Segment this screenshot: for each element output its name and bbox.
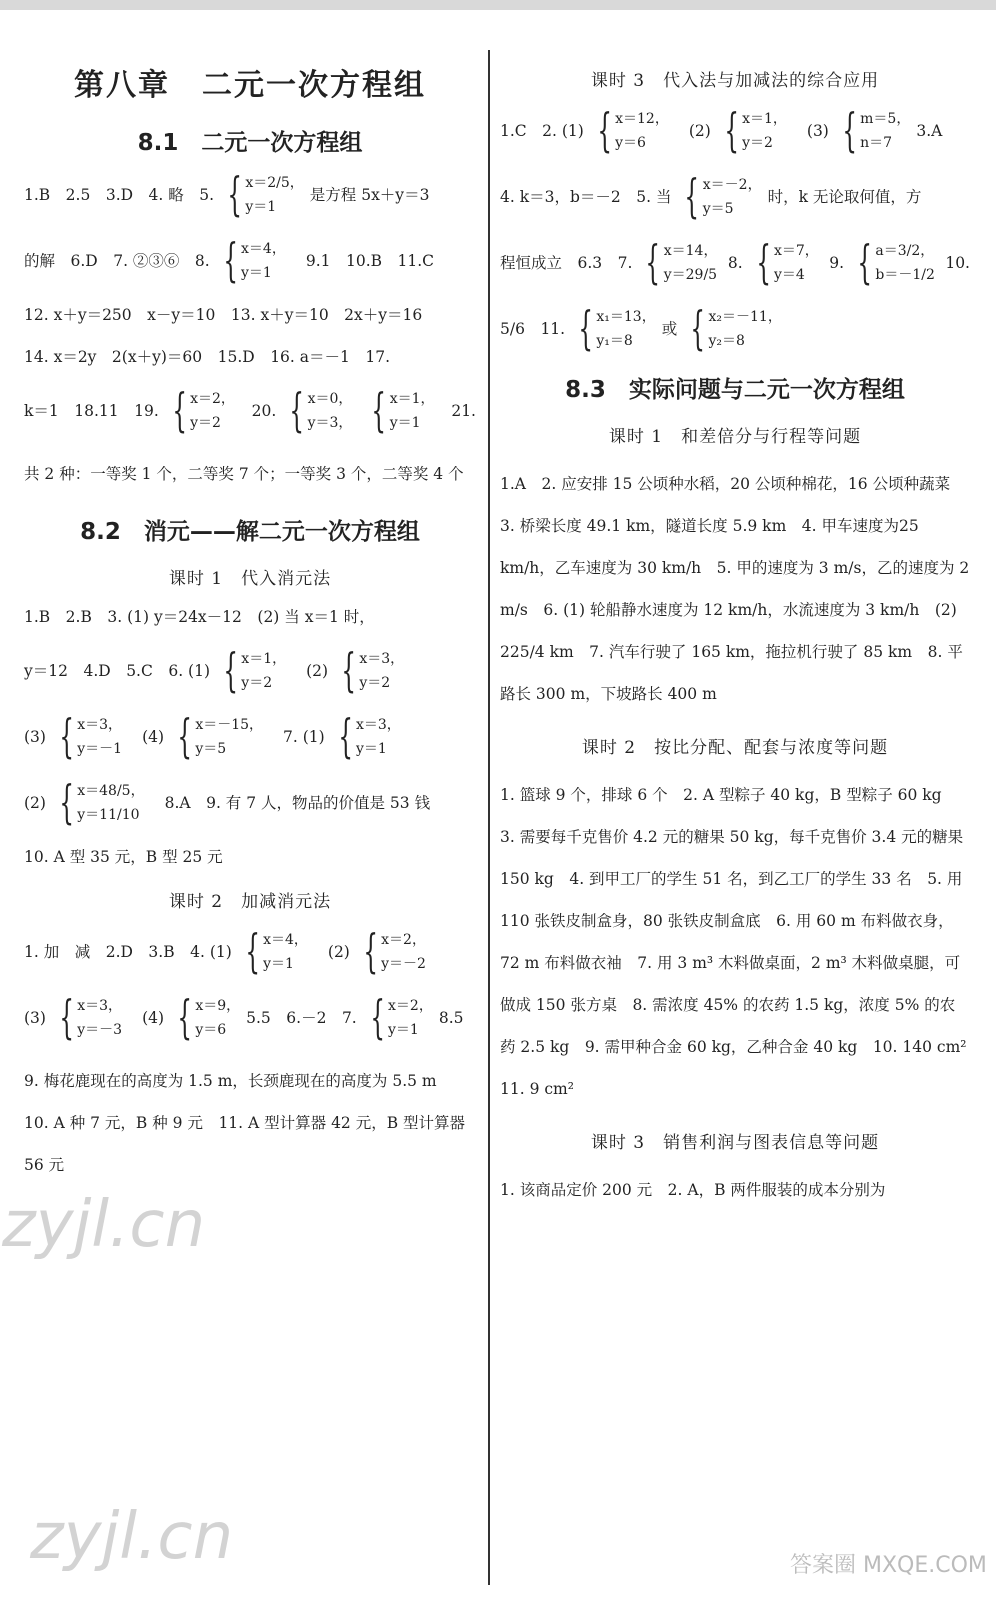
lesson-title: 课时 1 代入消元法 xyxy=(168,569,332,589)
equation-system: { x＝4， y＝1 xyxy=(245,924,308,978)
answer-line: k＝1 18.11 19. { x＝2， y＝2 20. { x＝0， y＝3， { x＝1， y＝1 21. xyxy=(24,383,476,437)
answer-paragraph: 1.A 2. 应安排 15 公顷种水稻，20 公顷种棉花，16 公顷种蔬菜 3. 桥梁长度 49.1 km，隧道长度 5.9 km 4. 甲车速度为25 km/h，乙车速度为 30 km/h 5. 甲的速度为 3 m/s，乙的速度为 2 m/s 6. (1) 轮船静水速度为 12 km/h，水流速度为 3 km/h (2) 225/4 km 7. 汽车行驶了 165 km，拖拉机行驶了 85 km 8. 平路长 300 m，下坡路长 400 m xyxy=(500,475,970,703)
equation-system: { x＝3， y＝1 xyxy=(338,709,401,763)
answer-line: 1.B 2.5 3.D 4. 略 5. { x＝2/5， y＝1 是方程 5x＋y＝3 xyxy=(24,167,430,221)
answer-line: 的解 6.D 7. ②③⑥ 8. { x＝4， y＝1 9.1 10.B 11.C xyxy=(24,233,435,287)
lesson-title: 课时 3 销售利润与图表信息等问题 xyxy=(590,1133,880,1153)
equation-system: { x＝3， y＝2 xyxy=(341,643,405,697)
equation-system: { x＝－2， y＝5 xyxy=(684,169,762,223)
equation-system: { x＝0， y＝3， xyxy=(289,383,353,437)
answer-line: 1.C 2. (1) { x＝12， y＝6 (2) { x＝1， y＝2 (3) { m＝5， n＝7 3.A xyxy=(500,103,943,157)
answer-line: 1. 加 减 2.D 3.B 4. (1) { x＝4， y＝1 (2) { x＝2， y＝－2 xyxy=(24,924,426,978)
answer-line: (3) { x＝3， y＝－3 (4) { x＝9， y＝6 5.5 6.－2 7. { x＝2， y＝1 8.5 xyxy=(24,990,464,1044)
answer-paragraph: 1. 该商品定价 200 元 2. A，B 两件服装的成本分别为 xyxy=(500,1181,886,1199)
answer-paragraph: 共 2 种：一等奖 1 个，二等奖 7 个；一等奖 3 个，二等奖 4 个 xyxy=(24,465,464,483)
lesson-title: 课时 3 代入法与加减法的综合应用 xyxy=(590,71,880,91)
equation-system: { x＝3， y＝－1 xyxy=(59,709,123,763)
equation-system: { x＝4， y＝1 xyxy=(223,233,286,287)
equation-system: { x＝9， y＝6 xyxy=(177,990,241,1044)
equation-system: { x＝2/5， y＝1 xyxy=(227,167,304,221)
watermark-zyjl: zyjl.cn xyxy=(2,1188,206,1262)
left-column xyxy=(24,38,476,1186)
answer-line: 12. x＋y＝250 x－y＝10 13. x＋y＝10 2x＋y＝16 xyxy=(24,306,423,324)
equation-system: { x₂＝－11， y₂＝8 xyxy=(690,301,782,355)
equation-system: { x＝2， y＝－2 xyxy=(363,924,426,978)
lesson-title: 课时 2 按比分配、配套与浓度等问题 xyxy=(581,738,889,758)
chapter-title: 第八章 二元一次方程组 xyxy=(74,68,426,103)
equation-system: { x＝3， y＝－3 xyxy=(59,990,123,1044)
answer-line: y＝12 4.D 5.C 6. (1) { x＝1， y＝2 (2) { x＝3， y＝2 xyxy=(24,643,405,697)
lesson-title: 课时 1 和差倍分与行程等问题 xyxy=(608,427,862,447)
column-divider xyxy=(488,50,490,1585)
top-band xyxy=(0,0,996,10)
answer-paragraph: 1. 篮球 9 个，排球 6 个 2. A 型粽子 40 kg，B 型粽子 60 kg 3. 需要每千克售价 4.2 元的糖果 50 kg，每千克售价 3.4 元的糖果 150 kg 4. 到甲工厂的学生 51 名，到乙工厂的学生 33 名 5. 用 110 张铁皮制盒身，80 张铁皮制盒底 6. 用 60 m 布料做衣身，72 m 布料做衣袖 7. 用 3 m³ 木料做桌面，2 m³ 木料做桌腿，可做成 150 张方桌 8. 需浓度 45% 的农药 1.5 kg，浓度 5% 的农药 2.5 kg 9. 需甲种合金 60 kg，乙种合金 40 kg 10. 140 cm² 11. 9 cm² xyxy=(500,786,983,1098)
answer-line: 4. k＝3，b＝－2 5. 当 { x＝－2， y＝5 时，k 无论取何值，方 xyxy=(500,169,922,223)
equation-system: { x＝7， y＝4 xyxy=(756,235,819,289)
watermark-mxqe: 答案圈 MXQE.COM xyxy=(790,1553,987,1578)
section-8-2-title: 8.2 消元——解二元一次方程组 xyxy=(80,519,420,545)
answer-line: (3) { x＝3， y＝－1 (4) { x＝－15， y＝5 7. (1) { x＝3， y＝1 xyxy=(24,709,401,763)
equation-system: { x＝48/5， y＝11/10 xyxy=(59,775,145,829)
equation-system: { x＝12， y＝6 xyxy=(597,103,669,157)
section-8-1-title: 8.1 二元一次方程组 xyxy=(137,130,363,156)
answer-line: 10. A 型 35 元，B 型 25 元 xyxy=(24,848,223,866)
answer-paragraph: 9. 梅花鹿现在的高度为 1.5 m，长颈鹿现在的高度为 5.5 m 10. A 种 7 元，B 种 9 元 11. A 型计算器 42 元，B 型计算器 56 元 xyxy=(24,1072,466,1174)
section-8-3-title: 8.3 实际问题与二元一次方程组 xyxy=(565,377,905,403)
right-column xyxy=(500,38,983,1211)
equation-system: { x＝1， y＝1 xyxy=(371,383,435,437)
equation-system: { x＝1， y＝2 xyxy=(223,643,287,697)
equation-system: { x＝1， y＝2 xyxy=(724,103,787,157)
equation-system: { m＝5， n＝7 xyxy=(842,103,911,157)
equation-system: { x＝2， y＝2 xyxy=(172,383,235,437)
equation-system: { x＝14， y＝29/5 xyxy=(645,235,718,289)
watermark-zyjl-bottom: zyjl.cn xyxy=(30,1500,234,1574)
answer-line: (2) { x＝48/5， y＝11/10 8.A 9. 有 7 人，物品的价值是 53 钱 xyxy=(24,775,431,829)
lesson-title: 课时 2 加减消元法 xyxy=(168,892,332,912)
answer-line: 程恒成立 6.3 7. { x＝14， y＝29/5 8. { x＝7， y＝4 9. { a＝3/2， b＝－1/2 10. xyxy=(500,235,970,289)
equation-system: { x＝2， y＝1 xyxy=(370,990,433,1044)
answer-line: 1.B 2.B 3. (1) y＝24x－12 (2) 当 x＝1 时， xyxy=(24,608,375,626)
equation-system: { x₁＝13， y₁＝8 xyxy=(578,301,656,355)
answer-line: 14. x＝2y 2(x＋y)＝60 15.D 16. a＝－1 17. xyxy=(24,348,391,366)
answer-line: 5/6 11. { x₁＝13， y₁＝8 或 { x₂＝－11， y₂＝8 xyxy=(500,301,782,355)
equation-system: { a＝3/2， b＝－1/2 xyxy=(857,235,935,289)
equation-system: { x＝－15， y＝5 xyxy=(177,709,264,763)
